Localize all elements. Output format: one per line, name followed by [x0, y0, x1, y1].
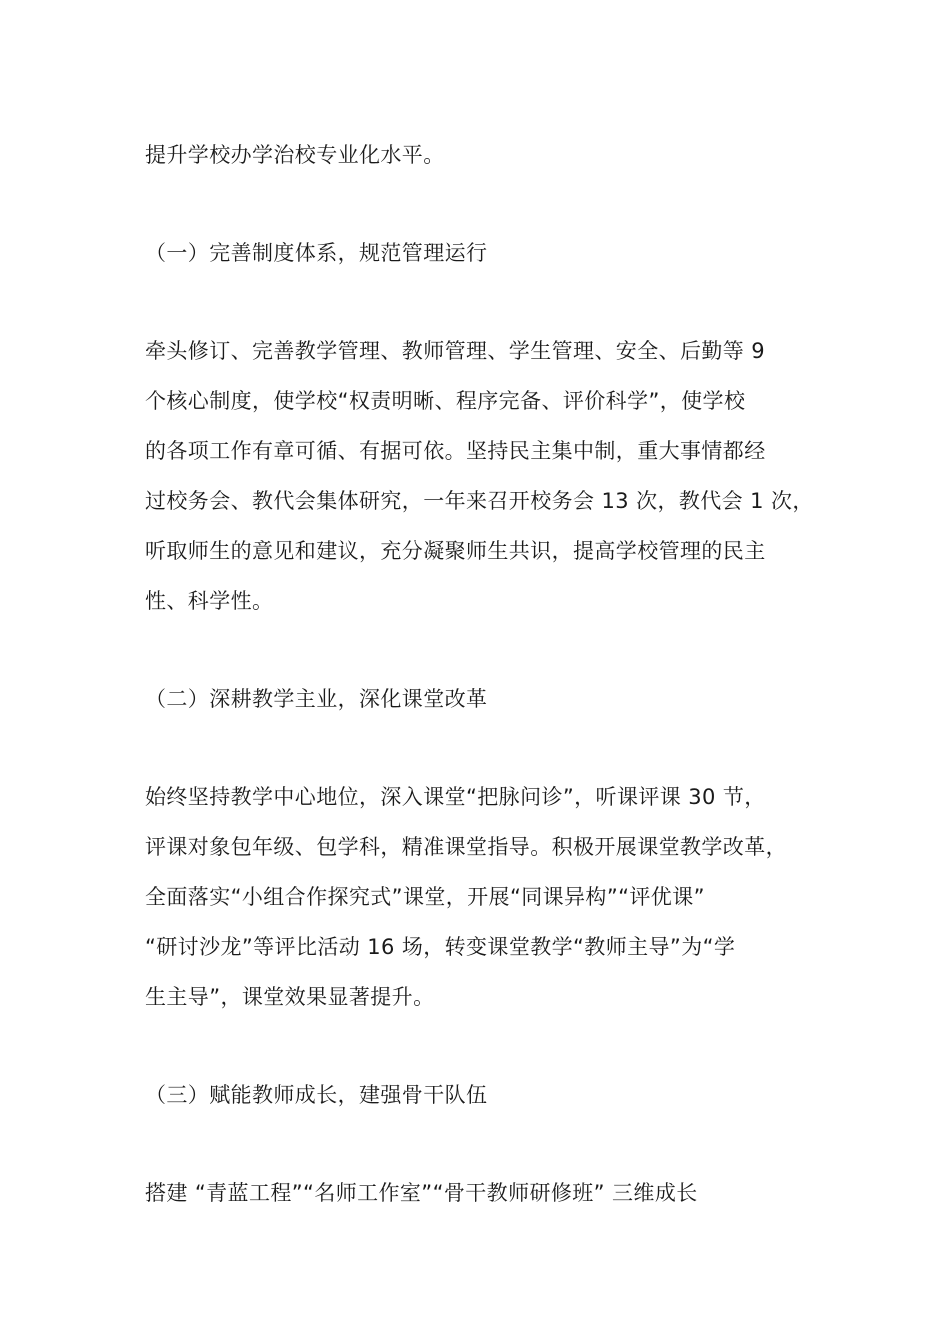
paragraph-line: 过校务会、教代会集体研究，一年来召开校务会 13 次，教代会 1 次，: [145, 489, 814, 513]
paragraph-line: 的各项工作有章可循、有据可依。坚持民主集中制，重大事情都经: [145, 439, 766, 463]
paragraph-line: “研讨沙龙”等评比活动 16 场，转变课堂教学“教师主导”为“学: [145, 935, 736, 959]
paragraph-line: 全面落实“小组合作探究式”课堂，开展“同课异构”“评优课”: [145, 885, 705, 909]
paragraph-line: 性、科学性。: [145, 589, 274, 613]
section-heading-1: （一）完善制度体系，规范管理运行: [145, 241, 488, 265]
paragraph-line: 搭建 “青蓝工程”“名师工作室”“骨干教师研修班” 三维成长: [145, 1181, 698, 1205]
paragraph-line: 听取师生的意见和建议，充分凝聚师生共识，提高学校管理的民主: [145, 539, 766, 563]
paragraph-line: 提升学校办学治校专业化水平。: [145, 143, 445, 167]
paragraph-line: 评课对象包年级、包学科，精准课堂指导。积极开展课堂教学改革，: [145, 835, 787, 859]
section-heading-2: （二）深耕教学主业，深化课堂改革: [145, 687, 488, 711]
paragraph-line: 生主导”，课堂效果显著提升。: [145, 985, 435, 1009]
paragraph-line: 牵头修订、完善教学管理、教师管理、学生管理、安全、后勤等 9: [145, 339, 766, 363]
paragraph-line: 始终坚持教学中心地位，深入课堂“把脉问诊”，听课评课 30 节，: [145, 785, 766, 809]
paragraph-line: 个核心制度，使学校“权责明晰、程序完备、评价科学”，使学校: [145, 389, 746, 413]
section-heading-3: （三）赋能教师成长，建强骨干队伍: [145, 1083, 488, 1107]
